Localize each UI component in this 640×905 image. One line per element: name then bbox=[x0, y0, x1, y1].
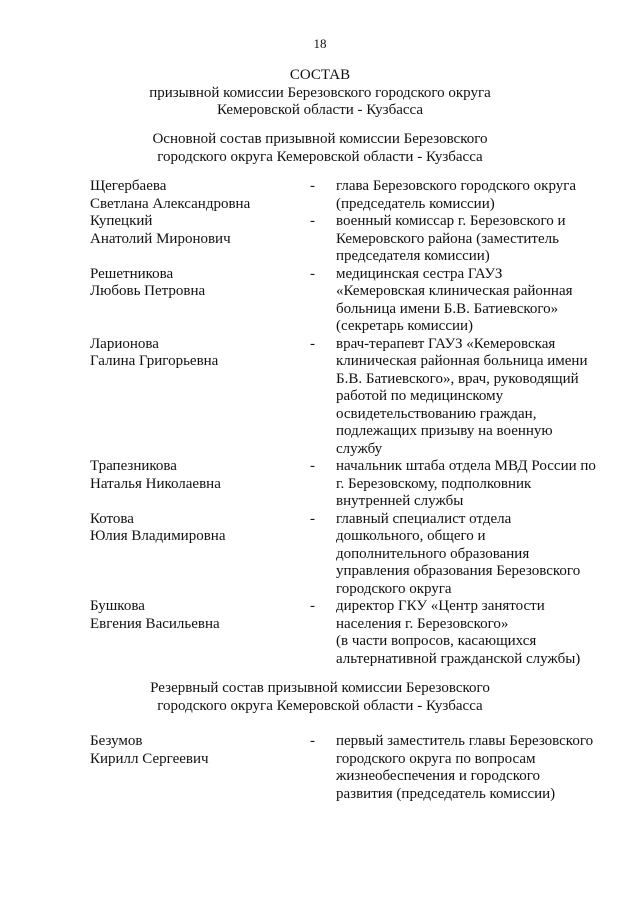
member-name bbox=[90, 178, 310, 213]
given-names: Юлия Владимировна bbox=[90, 528, 226, 544]
surname: Котова bbox=[90, 510, 134, 527]
main-section-title bbox=[0, 131, 640, 166]
given-names: Любовь Петровна bbox=[90, 283, 206, 299]
member-entry bbox=[90, 266, 610, 336]
role-line: альтернативной гражданской службы) bbox=[336, 650, 581, 667]
surname: Щегербаева bbox=[90, 178, 167, 194]
member-role bbox=[330, 598, 610, 668]
role-line: клиническая районная больница имени bbox=[336, 353, 588, 369]
role-line: жизнеобеспечения и городского bbox=[336, 768, 541, 784]
surname: Ларионова bbox=[90, 335, 159, 352]
title-line: Кемеровской области - Кузбасса bbox=[216, 102, 424, 118]
role-line: освидетельствованию граждан, bbox=[336, 405, 537, 422]
role-line: г. Березовскому, подполковник bbox=[336, 475, 532, 492]
role-line: городского округа bbox=[336, 580, 452, 597]
document-title bbox=[0, 67, 640, 120]
title-line: призывной комиссии Березовского городского округа bbox=[149, 84, 491, 101]
role-line: Б.В. Батиевского», врач, руководящий bbox=[336, 370, 579, 387]
role-line: «Кемеровская клиническая районная bbox=[336, 283, 573, 299]
role-line: (секретарь комиссии) bbox=[336, 318, 474, 334]
reserve-members-list bbox=[90, 733, 610, 803]
page-number: 18 bbox=[313, 36, 327, 51]
section-title-line: Резервный состав призывной комиссии Березовского bbox=[150, 680, 490, 696]
surname: Решетникова bbox=[90, 265, 174, 282]
member-name bbox=[90, 336, 310, 371]
member-role bbox=[330, 458, 610, 511]
surname: Трапезникова bbox=[90, 458, 177, 474]
role-line: (председатель комиссии) bbox=[336, 195, 495, 212]
section-title-line: городского округа Кемеровской области - Кузбасса bbox=[157, 148, 483, 165]
member-entry bbox=[90, 213, 610, 266]
surname: Безумов bbox=[90, 733, 143, 749]
main-members-list bbox=[90, 178, 610, 668]
surname: Купецкий bbox=[90, 213, 153, 229]
role-line: председателя комиссии) bbox=[336, 248, 490, 264]
dash: - bbox=[310, 335, 315, 352]
dash: - bbox=[310, 458, 315, 474]
role-line: военный комиссар г. Березовского и bbox=[336, 213, 566, 229]
member-entry bbox=[90, 336, 610, 459]
given-names: Наталья Николаевна bbox=[90, 475, 221, 492]
given-names: Светлана Александровна bbox=[90, 195, 251, 212]
member-name bbox=[90, 458, 310, 493]
role-line: внутренней службы bbox=[336, 493, 464, 509]
dash: - bbox=[310, 510, 315, 527]
member-role bbox=[330, 213, 610, 266]
role-line: управления образования Березовского bbox=[336, 563, 581, 579]
role-line: глава Березовского городского округа bbox=[336, 178, 577, 194]
role-line: развития (председатель комиссии) bbox=[336, 785, 556, 802]
dash: - bbox=[310, 213, 315, 229]
role-line: медицинская сестра ГАУЗ bbox=[336, 265, 503, 282]
role-line: врач-терапевт ГАУЗ «Кемеровская bbox=[336, 335, 556, 352]
member-role bbox=[330, 178, 610, 213]
member-entry bbox=[90, 598, 610, 668]
role-line: дошкольного, общего и bbox=[336, 528, 486, 544]
role-line: первый заместитель главы Березовского bbox=[336, 733, 594, 749]
given-names: Кирилл Сергеевич bbox=[90, 750, 209, 767]
member-entry bbox=[90, 458, 610, 511]
role-line: службу bbox=[336, 440, 383, 457]
section-title-line: городского округа Кемеровской области - Кузбасса bbox=[157, 697, 483, 714]
role-line: (в части вопросов, касающихся bbox=[336, 633, 537, 649]
member-entry bbox=[90, 178, 610, 213]
member-name bbox=[90, 266, 310, 301]
member-role bbox=[330, 336, 610, 459]
role-line: дополнительного образования bbox=[336, 545, 530, 562]
member-entry bbox=[90, 511, 610, 599]
role-line: городского округа по вопросам bbox=[336, 750, 536, 767]
member-entry bbox=[90, 733, 610, 803]
role-line: Кемеровского района (заместитель bbox=[336, 230, 559, 247]
role-line: подлежащих призыву на военную bbox=[336, 423, 553, 439]
role-line: больница имени Б.В. Батиевского» bbox=[336, 300, 559, 317]
member-role bbox=[330, 733, 610, 803]
member-name bbox=[90, 598, 310, 633]
member-name bbox=[90, 733, 310, 768]
given-names: Евгения Васильевна bbox=[90, 615, 220, 632]
surname: Бушкова bbox=[90, 598, 145, 614]
reserve-section-title bbox=[0, 680, 640, 715]
role-line: начальник штаба отдела МВД России по bbox=[336, 458, 596, 474]
role-line: директор ГКУ «Центр занятости bbox=[336, 598, 545, 614]
member-role bbox=[330, 266, 610, 336]
title-line: СОСТАВ bbox=[289, 67, 351, 83]
given-names: Анатолий Миронович bbox=[90, 230, 231, 247]
dash: - bbox=[310, 265, 315, 282]
dash: - bbox=[310, 598, 315, 614]
member-name bbox=[90, 213, 310, 248]
role-line: главный специалист отдела bbox=[336, 510, 512, 527]
role-line: работой по медицинскому bbox=[336, 388, 504, 404]
dash: - bbox=[310, 733, 315, 749]
given-names: Галина Григорьевна bbox=[90, 353, 219, 369]
member-role bbox=[330, 511, 610, 599]
section-title-line: Основной состав призывной комиссии Березовского bbox=[152, 131, 488, 147]
role-line: населения г. Березовского» bbox=[336, 615, 509, 632]
dash: - bbox=[310, 178, 315, 194]
member-name bbox=[90, 511, 310, 546]
